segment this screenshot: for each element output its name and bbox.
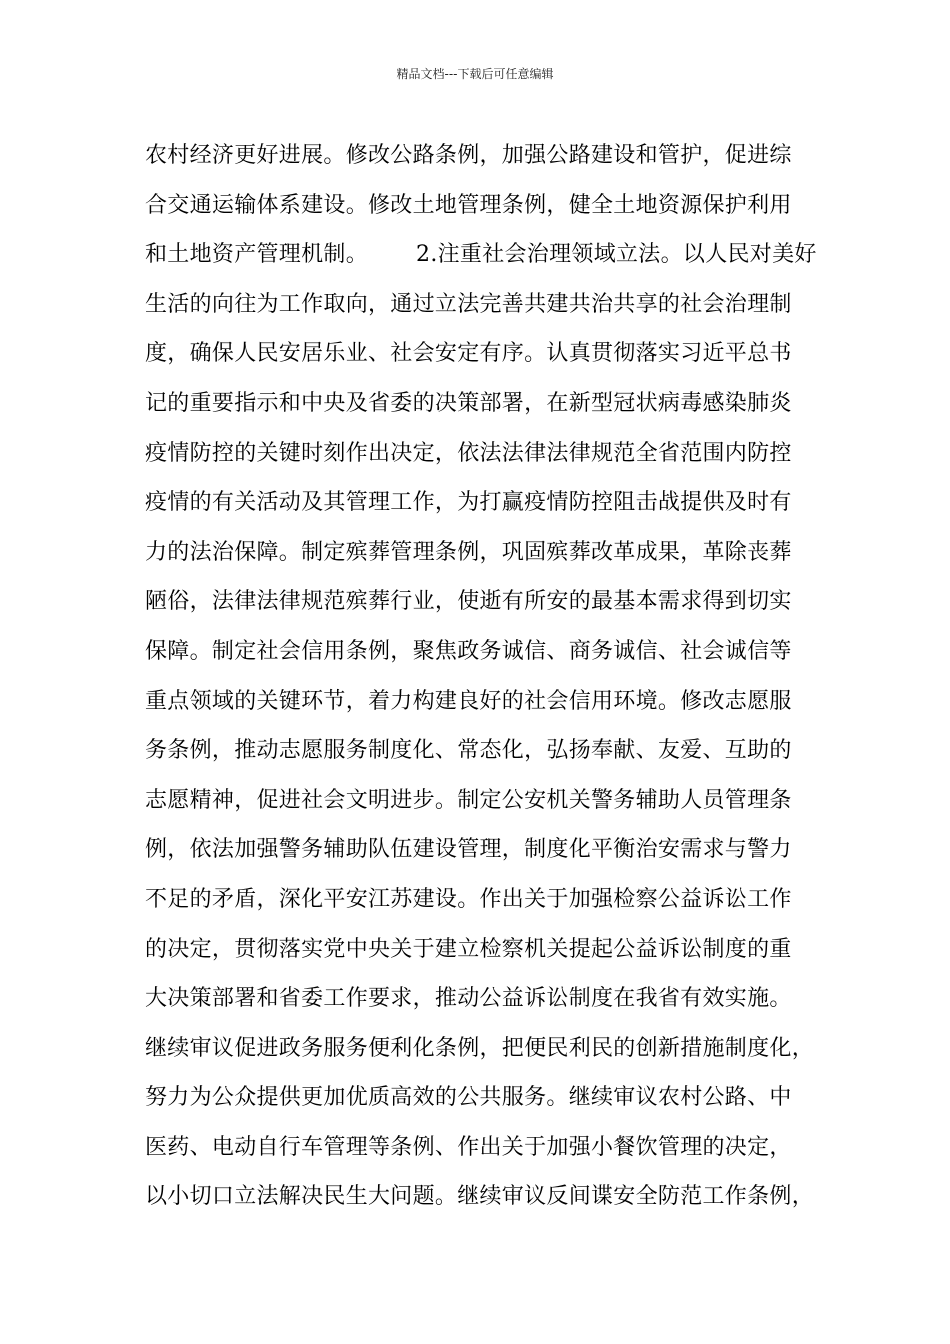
text-line: 记的重要指示和中央及省委的决策部署，在新型冠状病毒感染肺炎 — [145, 390, 792, 416]
text-line: 以小切口立法解决民生大问题。继续审议反间谍安全防范工作条例， — [145, 1184, 815, 1210]
text-line: 大决策部署和省委工作要求，推动公益诉讼制度在我省有效实施。 — [145, 986, 792, 1012]
text-line: 例，依法加强警务辅助队伍建设管理，制度化平衡治安需求与警力 — [145, 837, 792, 863]
text-line: 医药、电动自行车管理等条例、作出关于加强小餐饮管理的决定， — [145, 1134, 792, 1160]
text-line: 疫情防控的关键时刻作出决定，依法法律法律规范全省范围内防控 — [145, 440, 792, 466]
text-line: 努力为公众提供更加优质高效的公共服务。继续审议农村公路、中 — [145, 1085, 792, 1111]
text-line: 农村经济更好进展。修改公路条例，加强公路建设和管护，促进综 — [145, 143, 792, 168]
text-line: 的决定，贯彻落实党中央关于建立检察机关提起公益诉讼制度的重 — [145, 936, 792, 962]
text-line: 度，确保人民安居乐业、社会安定有序。认真贯彻落实习近平总书 — [145, 341, 792, 367]
text-line — [145, 230, 825, 280]
body-text — [145, 131, 825, 1222]
text-line-part: 和土地资产管理机制。 — [145, 242, 369, 268]
text-line: 陋俗，法律法律规范殡葬行业，使逝有所安的最基本需求得到切实 — [145, 589, 792, 615]
text-line: 务条例，推动志愿服务制度化、常态化，弘扬奉献、友爱、互助的 — [145, 738, 792, 764]
text-line: 合交通运输体系建设。修改土地管理条例，健全土地资源保护利用 — [145, 192, 792, 218]
text-line: 志愿精神，促进社会文明进步。制定公安机关警务辅助人员管理条 — [145, 787, 792, 813]
text-line: 保障。制定社会信用条例，聚焦政务诚信、商务诚信、社会诚信等 — [145, 638, 792, 664]
text-line: 继续审议促进政务服务便利化条例，把便民利民的创新措施制度化， — [145, 1035, 815, 1061]
text-line: 重点领域的关键环节，着力构建良好的社会信用环境。修改志愿服 — [145, 688, 792, 714]
text-line: 生活的向往为工作取向，通过立法完善共建共治共享的社会治理制 — [145, 291, 792, 317]
text-line: 不足的矛盾，深化平安江苏建设。作出关于加强检察公益诉讼工作 — [145, 886, 792, 912]
text-line: 力的法治保障。制定殡葬管理条例，巩固殡葬改革成果，革除丧葬 — [145, 539, 792, 565]
section-heading: 2.注重社会治理领域立法。以人民对美好 — [416, 242, 817, 268]
text-line: 疫情的有关活动及其管理工作，为打赢疫情防控阻击战提供及时有 — [145, 490, 792, 516]
page-header: 精品文档---下载后可任意编辑 — [396, 67, 554, 81]
